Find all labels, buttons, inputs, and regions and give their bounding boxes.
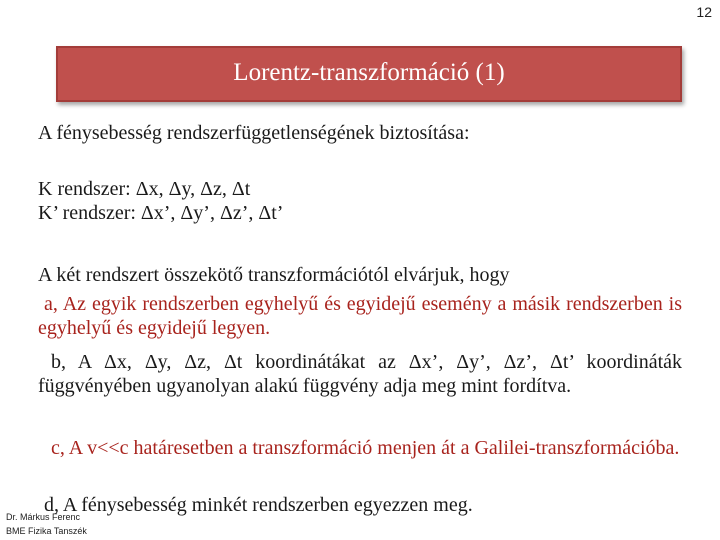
item-d: d, A fénysebesség minkét rendszerben egyezzen meg. (44, 494, 473, 516)
item-a: a, Az egyik rendszerben egyhelyű és egyidejű esemény a másik rendszerben is egyhelyű és egyidejű legyen. (38, 293, 682, 339)
item-c: c, A v<<c határesetben a transzformáció menjen át a Galilei-transzformációba. (51, 437, 680, 459)
title-bar (56, 46, 682, 102)
footer-department: BME Fizika Tanszék (6, 526, 87, 536)
slide-number: 12 (696, 4, 712, 20)
slide-title: Lorentz-transzformáció (1) (233, 59, 505, 86)
expectation-text: A két rendszert összekötő transzformációtól elvárjuk, hogy (38, 264, 510, 286)
item-b: b, A Δx, Δy, Δz, Δt koordinátákat az Δx’, Δy’, Δz’, Δt’ koordináták függvényében ugyanolyan alakú függvény adja meg mint fordítva. (38, 351, 682, 397)
frame-k-line: K rendszer: Δx, Δy, Δz, Δt (38, 178, 251, 200)
frame-k-prime-line: K’ rendszer: Δx’, Δy’, Δz’, Δt’ (38, 202, 284, 224)
intro-text: A fénysebesség rendszerfüggetlenségének biztosítása: (38, 122, 470, 144)
footer-author: Dr. Márkus Ferenc (6, 512, 81, 522)
